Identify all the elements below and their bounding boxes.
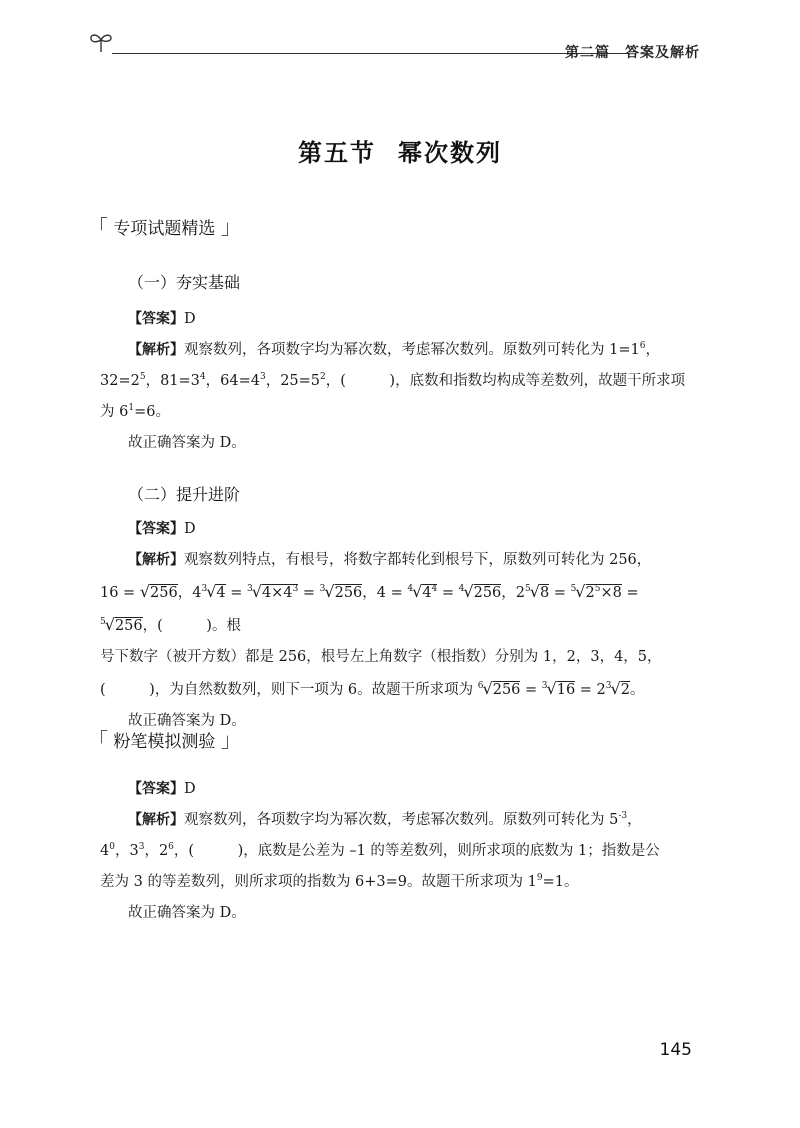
answer-block-basic: 【答案】D 【解析】观察数列，各项数字均为幂次数，考虑幂次数列。原数列可转化为 $1=1^6$， $32=2^5$，$81=3^4$，$64=4^3$，$25=5^2$，( )，底数和指数均构成等差数列，故题干所求项 为 $6^1=6$。 故正确答案为 D。 xyxy=(100,304,700,459)
exponent: 9 xyxy=(536,873,543,884)
equation: 25=5 xyxy=(280,373,321,389)
section-label-text: 粉笔模拟测验 xyxy=(113,732,216,752)
exponent: 1 xyxy=(128,403,135,414)
header-title: 第二篇 答案及解析 xyxy=(565,45,700,61)
equation: 81=3 xyxy=(160,373,200,389)
radical-expressions: 16 = √256，$4^3√4 = ^3√4\times 4^3 = ^3√256$，$4 = ^4√4^4 = ^4√256$，$2^5√8 = ^5√2^5\times 8 = ^5√256$，( )。根 xyxy=(100,582,639,634)
section-label-text: 专项试题精选 xyxy=(113,219,216,239)
exponent: 3 xyxy=(259,372,266,383)
title-part-section: 第五节 xyxy=(298,139,376,167)
analysis-tag: 【解析】 xyxy=(128,342,184,358)
exponent: 2 xyxy=(320,372,326,383)
term: 2 xyxy=(158,843,169,859)
exponent: -3 xyxy=(618,811,628,822)
analysis-text: 号下数字（被开方数）都是 256，根号左上角数字（根指数）分别为 1，2，3，4，5， xyxy=(100,649,662,665)
equation: 64=4 xyxy=(220,373,260,389)
analysis-text: ， xyxy=(627,812,642,828)
page-number: 145 xyxy=(659,1040,692,1060)
analysis-tag: 【解析】 xyxy=(128,552,184,568)
analysis-text: ，为自然数数列，则下一项为 6。故题干所求项为 xyxy=(154,682,474,698)
conclusion: 故正确答案为 D。 xyxy=(128,435,246,451)
section-label-mock: 「 粉笔模拟测验 」 xyxy=(88,728,241,752)
sub-heading-advanced: （二）提升进阶 xyxy=(128,485,241,504)
analysis-text: 观察数列特点，有根号，将数字都转化到根号下，原数列可转化为 256， xyxy=(184,552,652,568)
term: 4 xyxy=(100,843,110,859)
analysis-text: =6。 xyxy=(134,404,170,420)
exponent: 4 xyxy=(199,372,206,383)
exponent: 3 xyxy=(138,842,145,853)
answer-block-advanced: 【答案】D 【解析】观察数列特点，有根号，将数字都转化到根号下，原数列可转化为 256， 16 = √256，$4^3√4 = ^3√4\times 4^3 = ^3√256$，$4 = ^4√4^4 = ^4√256$，$2^5√8 = ^5√2^5\times 8 = ^5√256$，( )。根 号下数字（被开方数）都是 256，根号左上角数字（根指数）分别为 1，2，3，4，5， ( )，为自然数数列，则下一项为 6。故题干所求项为 $^6√256 = ^3√16 = 2^3√2$。 故正确答案为 D。 xyxy=(100,514,700,737)
answer-tag: 【答案】 xyxy=(128,781,184,797)
term: 3 xyxy=(129,843,139,859)
conclusion: 故正确答案为 D。 xyxy=(128,713,246,729)
answer-value: D xyxy=(184,781,196,797)
running-header xyxy=(88,28,700,64)
answer-tag: 【答案】 xyxy=(128,521,184,537)
analysis-text: 为 6 xyxy=(100,404,129,420)
exponent: 6 xyxy=(639,341,646,352)
sprout-icon xyxy=(88,30,114,54)
analysis-tag: 【解析】 xyxy=(128,812,184,828)
title-part-topic: 幂次数列 xyxy=(398,139,502,167)
sub-heading-basic: （一）夯实基础 xyxy=(128,273,241,292)
analysis-text: 观察数列，各项数字均为幂次数，考虑幂次数列。原数列可转化为 1=1 xyxy=(184,342,640,358)
answer-value: D xyxy=(184,521,196,537)
conclusion: 故正确答案为 D。 xyxy=(128,905,246,921)
section-label-special: 「 专项试题精选 」 xyxy=(88,215,241,239)
answer-block-mock: 【答案】D 【解析】观察数列，各项数字均为幂次数，考虑幂次数列。原数列可转化为 $5^{-3}$， $4^0$，$3^3$，$2^6$，( )，底数是公差为 –1 的等差数列，则所求项的底数为 1；指数是公 差为 3 的等差数列，则所求项的指数为 6+3=9。故题干所求项为 $1^9=1$。 故正确答案为 D。 xyxy=(100,774,700,929)
exponent: 5 xyxy=(139,372,146,383)
analysis-text: 差为 3 的等差数列，则所求项的指数为 6+3=9。故题干所求项为 1 xyxy=(100,874,537,890)
radical-result: $^6√256 = ^3√16 = 2^3√2$。 xyxy=(477,679,645,698)
analysis-text: ， xyxy=(645,342,660,358)
answer-value: D xyxy=(184,311,196,327)
analysis-text: =1。 xyxy=(542,874,579,890)
header-rule xyxy=(112,53,630,54)
answer-tag: 【答案】 xyxy=(128,311,184,327)
equation: 32=2 xyxy=(100,373,140,389)
analysis-text: ，底数是公差为 –1 的等差数列，则所求项的底数为 1；指数是公 xyxy=(243,843,660,859)
analysis-text: 观察数列，各项数字均为幂次数，考虑幂次数列。原数列可转化为 5 xyxy=(184,812,619,828)
exponent: 6 xyxy=(168,842,174,853)
page-title xyxy=(0,133,800,168)
exponent: 0 xyxy=(109,842,115,853)
analysis-text: ，底数和指数均构成等差数列，故题干所求项 xyxy=(395,373,686,389)
